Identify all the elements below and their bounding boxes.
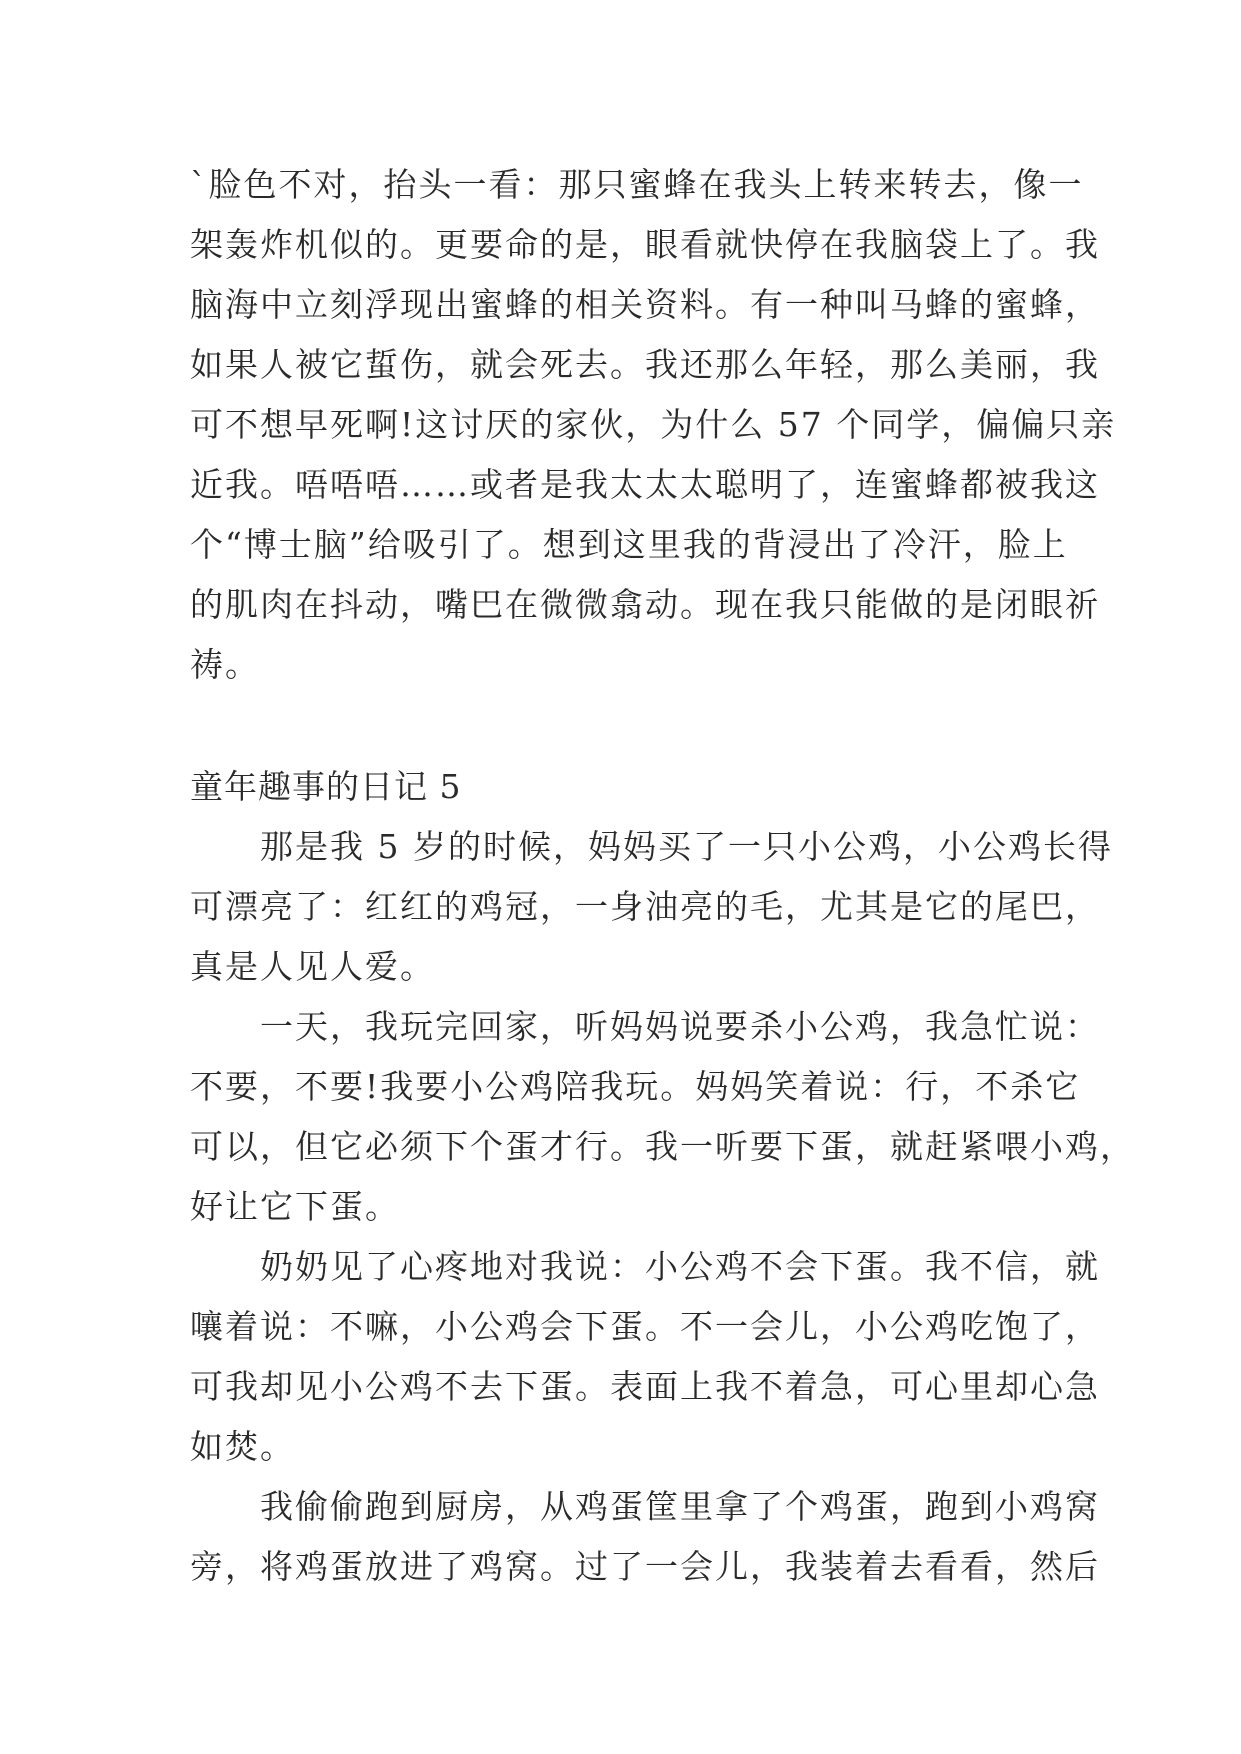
paragraph-bee [190, 155, 1117, 695]
text-line: 脑海中立刻浮现出蜜蜂的相关资料。有一种叫马蜂的蜜蜂， [190, 285, 1100, 324]
text-line: 好让它下蛋。 [190, 1187, 400, 1226]
text-line: 可漂亮了：红红的鸡冠，一身油亮的毛，尤其是它的尾巴， [190, 887, 1100, 926]
text-line: 架轰炸机似的。更要命的是，眼看就快停在我脑袋上了。我 [190, 225, 1100, 264]
text-line: 的肌肉在抖动，嘴巴在微微翕动。现在我只能做的是闭眼祈 [190, 585, 1100, 624]
text-line: 近我。唔唔唔……或者是我太太太聪明了，连蜜蜂都被我这 [190, 465, 1100, 504]
text-line: 奶奶见了心疼地对我说：小公鸡不会下蛋。我不信，就 [190, 1247, 1100, 1286]
text-line: 祷。 [190, 645, 260, 684]
text-line: 那是我 5 岁的时候，妈妈买了一只小公鸡，小公鸡长得 [190, 827, 1113, 866]
document-page [190, 155, 1135, 1597]
text-line: 可不想早死啊!这讨厌的家伙，为什么 57 个同学，偏偏只亲 [190, 405, 1117, 444]
text-line: 如果人被它蜇伤，就会死去。我还那么年轻，那么美丽，我 [190, 345, 1100, 384]
text-line: 真是人见人爱。 [190, 947, 435, 986]
text-line: 可我却见小公鸡不去下蛋。表面上我不着急，可心里却心急 [190, 1367, 1100, 1406]
text-line: 我偷偷跑到厨房，从鸡蛋筐里拿了个鸡蛋，跑到小鸡窝 [190, 1487, 1100, 1526]
story-body [190, 817, 1135, 1597]
text-line: 不要，不要!我要小公鸡陪我玩。妈妈笑着说：行，不杀它 [190, 1067, 1081, 1106]
text-line: 旁，将鸡蛋放进了鸡窝。过了一会儿，我装着去看看，然后 [190, 1547, 1100, 1586]
text-line: 嚷着说：不嘛，小公鸡会下蛋。不一会儿，小公鸡吃饱了， [190, 1307, 1100, 1346]
text-line: 一天，我玩完回家，听妈妈说要杀小公鸡，我急忙说： [190, 1007, 1100, 1046]
section-heading: 童年趣事的日记 5 [190, 767, 462, 806]
section-gap [190, 695, 1056, 757]
text-line: 可以，但它必须下个蛋才行。我一听要下蛋，就赶紧喂小鸡， [190, 1127, 1135, 1166]
text-line: `脸色不对，抬头一看：那只蜜蜂在我头上转来转去，像一 [190, 165, 1084, 204]
text-line: 个“博士脑”给吸引了。想到这里我的背浸出了冷汗，脸上 [190, 525, 1068, 564]
text-line: 如焚。 [190, 1427, 295, 1466]
